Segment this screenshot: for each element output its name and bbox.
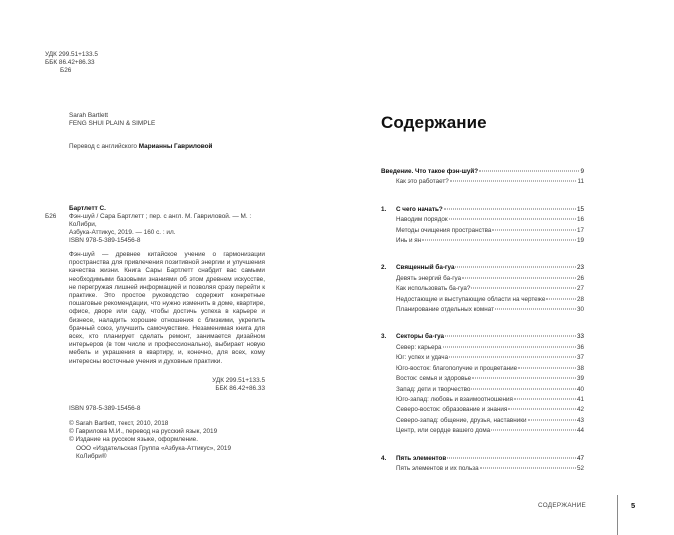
- copyright-block: [69, 420, 231, 461]
- toc-chapter-row[interactable]: [381, 454, 584, 464]
- toc-subsection-row[interactable]: [381, 274, 584, 284]
- dot-leader: [492, 229, 576, 230]
- running-footer: СОДЕРЖАНИЕ: [538, 502, 587, 509]
- dot-leader: [508, 409, 576, 410]
- subsection-title: Методы очищения пространства: [396, 226, 492, 234]
- chapter-page: 23: [576, 264, 584, 272]
- toc-section: [381, 205, 584, 247]
- toc-subsection-row[interactable]: [381, 284, 584, 294]
- footer-divider: [617, 495, 618, 535]
- subsection-page: 40: [576, 385, 584, 393]
- subsection-title: Северо-запад: общение, друзья, наставники: [396, 416, 527, 424]
- dot-leader: [449, 219, 576, 220]
- toc-subsection-row[interactable]: [381, 374, 584, 384]
- copyright-line: ООО «Издательская Группа «Азбука-Аттикус», 2019: [76, 444, 232, 452]
- dot-leader: [422, 240, 576, 241]
- subsection-title: Юг: успех и удача: [396, 354, 449, 362]
- dot-leader: [462, 277, 576, 278]
- dot-leader: [518, 367, 576, 368]
- dot-leader: [449, 357, 576, 358]
- toc-section: [381, 332, 584, 436]
- toc-subsection-row[interactable]: [381, 177, 584, 187]
- chapter-title: Священный ба-гуа: [396, 264, 455, 272]
- subsection-page: 37: [576, 354, 584, 362]
- toc-subsection-row[interactable]: [381, 395, 584, 405]
- subsection-page: 16: [576, 216, 584, 224]
- udk-code: УДК 299.51+133.5: [45, 51, 98, 58]
- dot-leader: [471, 288, 576, 289]
- subsection-page: 30: [576, 306, 584, 314]
- copyright-line: КоЛибри®: [76, 452, 107, 460]
- subsection-title: Запад: дети и творчество: [396, 385, 471, 393]
- subsection-title: Юго-запад: любовь и взаимоотношения: [396, 395, 513, 403]
- subsection-page: 52: [576, 464, 584, 472]
- subsection-page: 17: [576, 226, 584, 234]
- dot-leader: [480, 467, 576, 468]
- toc-chapter-row[interactable]: [381, 332, 584, 342]
- dot-leader: [514, 398, 576, 399]
- dot-leader: [495, 309, 576, 310]
- toc-subsection-row[interactable]: [381, 295, 584, 305]
- bibliographic-description: [69, 213, 269, 238]
- subsection-page: 19: [576, 237, 584, 245]
- chapter-page: 47: [576, 454, 584, 462]
- toc-subsection-row[interactable]: [381, 464, 584, 474]
- translator-name: Марианны Гавриловой: [138, 143, 213, 150]
- toc-subsection-row[interactable]: [381, 426, 584, 436]
- subsection-title: Восток: семья и здоровье: [396, 375, 472, 383]
- subsection-page: 27: [576, 285, 584, 293]
- subsection-page: 44: [576, 427, 584, 435]
- toc-subsection-row[interactable]: [381, 416, 584, 426]
- toc-subsection-row[interactable]: [381, 353, 584, 363]
- subsection-title: Юго-восток: благополучие и процветание: [396, 364, 518, 372]
- book-annotation: Фэн-шуй — древнее китайское учение о гармонизации пространства для привлечения позитивной энергии и улучшения качества жизни. Книга Сары Бартлетт снабдит вас самыми необходимыми базовыми знаниями об этом древнем искусстве, не перегружая лишней информацией и позволяя сразу перейти к практике. Это простое руководство содержит конкретные пошаговые рекомендации, что нужно изменить в доме, квартире, офисе, дворе или саду, чтобы достичь успеха в карьере и бизнесе, наладить хорошие отношения с близкими, укрепить брачный союз, улучшить самочувствие. Незаменимая книга для всех, кто планирует сделать ремонт, занимается дизайном интерьеров (в том числе и профессионально), выбирает новую мебель и украшения в квартиру, и, конечно, для всех, кому интересны восточные учения и духовные практики.: [69, 251, 265, 365]
- biblio-line: Фэн-шуй / Сара Бартлетт ; пер. с англ. М. Гавриловой. — М. : КоЛибри,: [69, 213, 252, 229]
- toc-chapter-row[interactable]: [381, 205, 584, 215]
- subsection-title: Северо-восток: образование и знания: [396, 406, 508, 414]
- chapter-page: 33: [576, 333, 584, 341]
- dot-leader: [450, 181, 577, 182]
- subsection-page: 38: [576, 364, 584, 372]
- translation-prefix: Перевод с английского: [69, 143, 137, 150]
- biblio-line: Азбука-Аттикус, 2019. — 160 с. : ил.: [69, 229, 176, 237]
- subsection-title: Север: карьера: [396, 343, 442, 351]
- page-title: Содержание: [381, 113, 487, 132]
- isbn: ISBN 978-5-389-15456-8: [69, 237, 141, 244]
- bbk-code: ББК 86.42+86.33: [45, 59, 95, 67]
- chapter-title: Введение. Что такое фэн-шуй?: [381, 168, 479, 175]
- udk-code: УДК 299.51+133.5: [212, 377, 265, 384]
- toc-chapter-row[interactable]: [381, 167, 584, 177]
- dot-leader: [472, 378, 576, 379]
- toc-subsection-row[interactable]: [381, 236, 584, 246]
- dot-leader: [491, 430, 576, 431]
- copyright-line: © Издание на русском языке, оформление.: [69, 436, 199, 444]
- catalog-author-mark: Б26: [45, 213, 57, 220]
- dot-leader: [445, 336, 576, 337]
- chapter-number: 3.: [381, 333, 387, 341]
- toc-subsection-row[interactable]: [381, 226, 584, 236]
- subsection-page: 11: [577, 178, 584, 186]
- dot-leader: [546, 298, 576, 299]
- subsection-title: Планирование отдельных комнат: [396, 306, 494, 314]
- toc-subsection-row[interactable]: [381, 405, 584, 415]
- chapter-number: 4.: [381, 454, 387, 462]
- chapter-number: 1.: [381, 205, 387, 213]
- subsection-page: 28: [576, 295, 584, 303]
- original-title: FENG SHUI PLAIN & SIMPLE: [69, 120, 156, 128]
- page-number: 5: [631, 501, 636, 510]
- table-of-contents: [381, 167, 584, 491]
- classification-block-bottom: [69, 377, 265, 393]
- dot-leader: [447, 457, 576, 458]
- subsection-page: 26: [576, 274, 584, 282]
- toc-subsection-row[interactable]: [381, 305, 584, 315]
- subsection-page: 36: [576, 343, 584, 351]
- toc-section: [381, 263, 584, 315]
- right-page-contents: [337, 0, 674, 535]
- subsection-page: 39: [576, 375, 584, 383]
- toc-section: [381, 167, 584, 188]
- dot-leader: [528, 419, 576, 420]
- chapter-title: Секторы ба-гуа: [396, 333, 445, 341]
- subsection-title: Как использовать ба-гуа?: [396, 285, 471, 293]
- chapter-number: 2.: [381, 264, 387, 272]
- dot-leader: [471, 388, 576, 389]
- toc-subsection-row[interactable]: [381, 215, 584, 225]
- toc-section: [381, 454, 584, 475]
- toc-subsection-row[interactable]: [381, 343, 584, 353]
- toc-subsection-row[interactable]: [381, 385, 584, 395]
- copyright-line: © Гаврилова М.И., перевод на русский язык, 2019: [69, 428, 218, 436]
- chapter-title: С чего начать?: [396, 205, 443, 213]
- classification-block-top: [45, 51, 98, 76]
- copyright-line: © Sarah Bartlett, текст, 2010, 2018: [69, 420, 169, 427]
- dot-leader: [444, 208, 576, 209]
- dot-leader: [455, 267, 576, 268]
- translator-credit: [69, 143, 212, 151]
- subsection-title: Как это работает?: [396, 178, 449, 186]
- toc-subsection-row[interactable]: [381, 364, 584, 374]
- author-mark: Б26: [60, 67, 72, 75]
- chapter-title: Пять элементов: [396, 454, 447, 462]
- original-author: Sarah Bartlett: [69, 112, 109, 119]
- subsection-page: 42: [576, 406, 584, 414]
- subsection-title: Недостающие и выступающие области на чертеже: [396, 295, 546, 303]
- subsection-title: Девять энергий ба-гуа: [396, 274, 462, 282]
- subsection-page: 41: [576, 395, 584, 403]
- subsection-title: Центр, или сердце вашего дома: [396, 427, 491, 435]
- chapter-page: 9: [580, 168, 584, 175]
- subsection-title: Инь и ян: [396, 237, 422, 245]
- subsection-title: Наводим порядок: [396, 216, 448, 224]
- dot-leader: [443, 346, 576, 347]
- chapter-page: 15: [576, 205, 584, 213]
- catalog-author-heading: Бартлетт С.: [69, 205, 106, 212]
- bbk-code: ББК 86.42+86.33: [215, 385, 265, 393]
- isbn: ISBN 978-5-389-15456-8: [69, 405, 141, 412]
- subsection-title: Пять элементов и их польза: [396, 464, 479, 472]
- subsection-page: 43: [576, 416, 584, 424]
- toc-chapter-row[interactable]: [381, 263, 584, 273]
- original-edition: [69, 112, 155, 128]
- dot-leader: [479, 171, 579, 172]
